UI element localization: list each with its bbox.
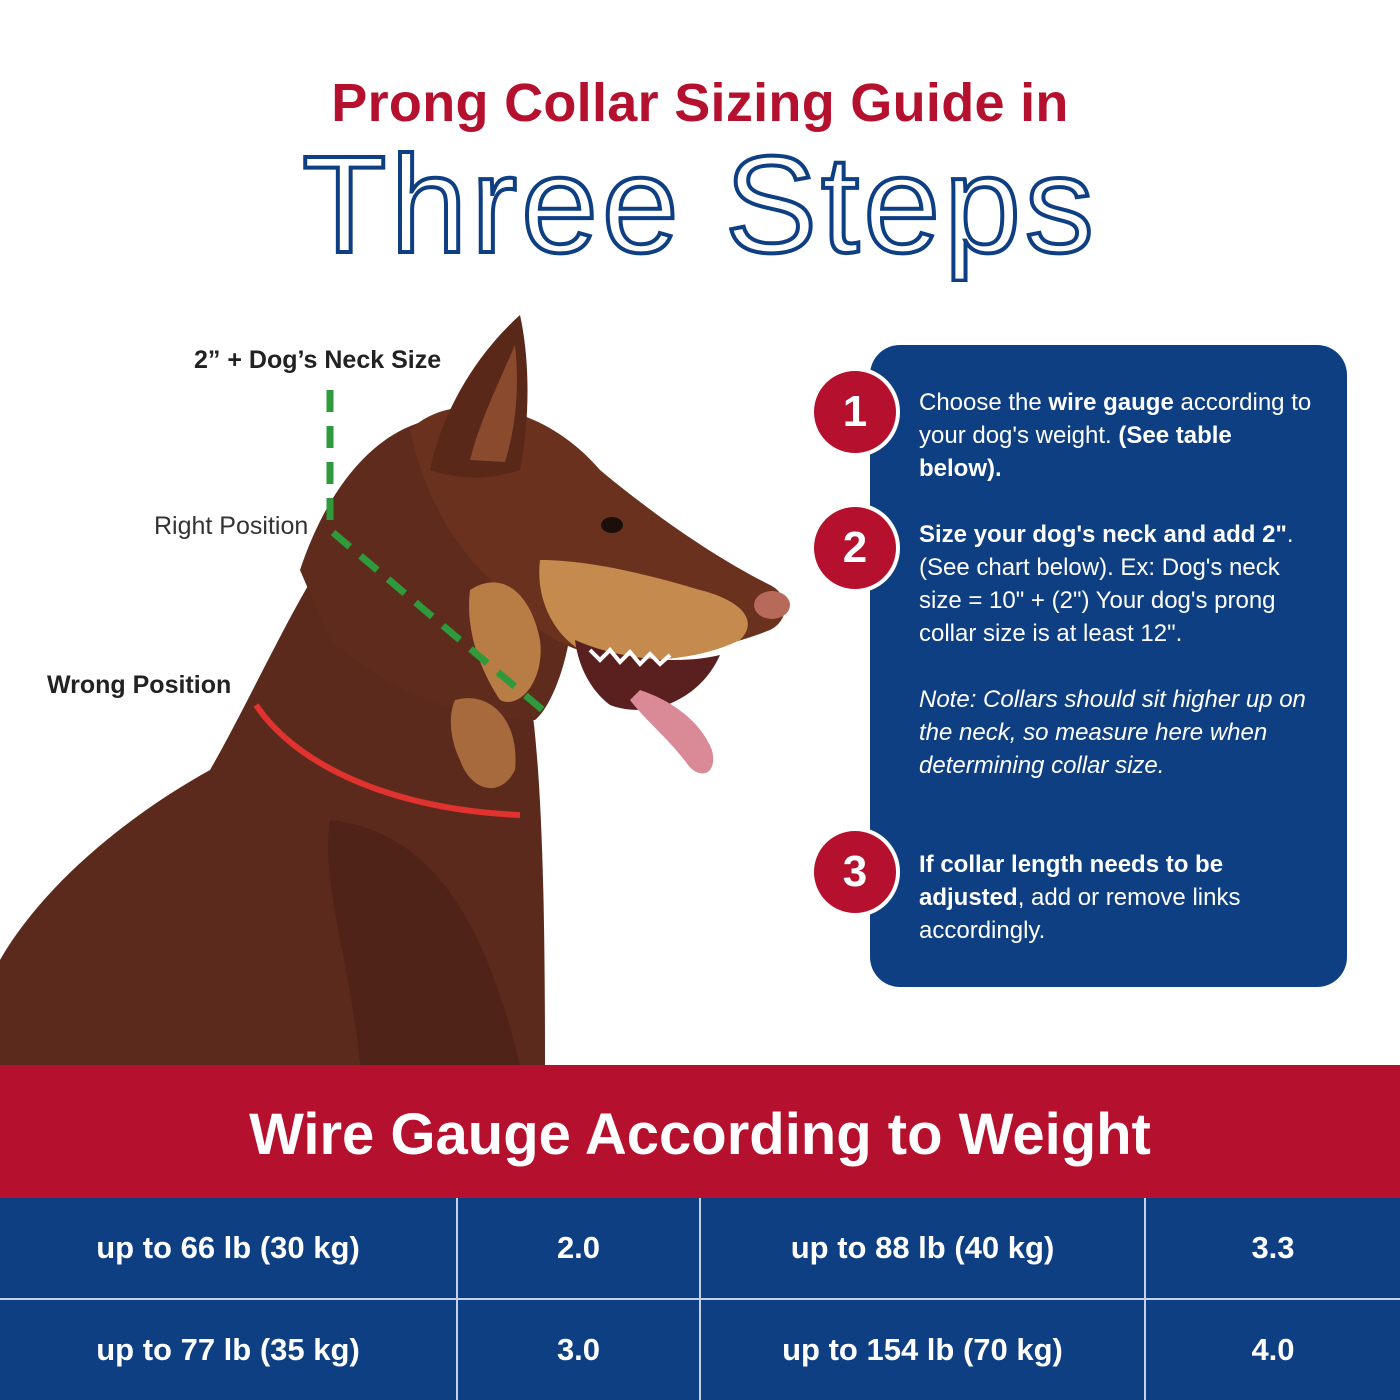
step-text-1 <box>919 386 1319 485</box>
step-text-3 <box>919 848 1319 947</box>
wire-gauge-table <box>0 1198 1400 1400</box>
weight-cell: up to 77 lb (35 kg) <box>0 1299 457 1400</box>
step-number-1: 1 <box>810 367 900 457</box>
weight-cell: up to 88 lb (40 kg) <box>700 1198 1145 1299</box>
step-text-2 <box>919 518 1319 782</box>
table-heading: Wire Gauge According to Weight <box>0 1065 1400 1198</box>
dog-eye <box>601 517 623 533</box>
table-row <box>0 1198 1400 1299</box>
step-text-run: If collar length needs to be adjusted <box>919 851 1224 911</box>
step-text-run: according to your dog's weight. <box>919 389 1312 449</box>
step-text-run: Note: Collars should sit higher up on the neck, so measure here when determining collar size. <box>919 686 1306 779</box>
step-text-run: , add or remove links accordingly. <box>919 884 1241 944</box>
gauge-cell: 3.0 <box>457 1299 700 1400</box>
step-text-run: Choose the <box>919 389 1049 416</box>
wrong-position-label: Wrong Position <box>47 671 232 699</box>
gauge-cell: 4.0 <box>1251 1332 1295 1367</box>
neck-size-label: 2” + Dog’s Neck Size <box>194 346 442 374</box>
gauge-cell: 2.0 <box>457 1198 700 1299</box>
right-position-label: Right Position <box>154 512 309 540</box>
weight-cell: up to 66 lb (30 kg) <box>0 1198 457 1299</box>
page-title: Prong Collar Sizing Guide in <box>331 73 1069 133</box>
title-outline-text: Three Steps <box>302 142 1098 282</box>
page-title-outline <box>0 142 1400 282</box>
step-text-run: wire gauge <box>1048 389 1174 416</box>
step-text-run: Size your dog's neck and add 2" <box>919 521 1287 548</box>
step-text-run: . (See chart below). Ex: Dog's neck size = 10" + (2") Your dog's prong collar size is at least 12". <box>919 521 1294 647</box>
weight-cell: up to 154 lb (70 kg) <box>700 1299 1145 1400</box>
step-text-run: (See table below). <box>919 422 1232 482</box>
dog-nose <box>754 591 790 619</box>
gauge-cell: 3.3 <box>1145 1198 1400 1299</box>
step-number-3: 3 <box>810 827 900 917</box>
step-number-2: 2 <box>810 503 900 593</box>
table-row <box>0 1299 1400 1400</box>
